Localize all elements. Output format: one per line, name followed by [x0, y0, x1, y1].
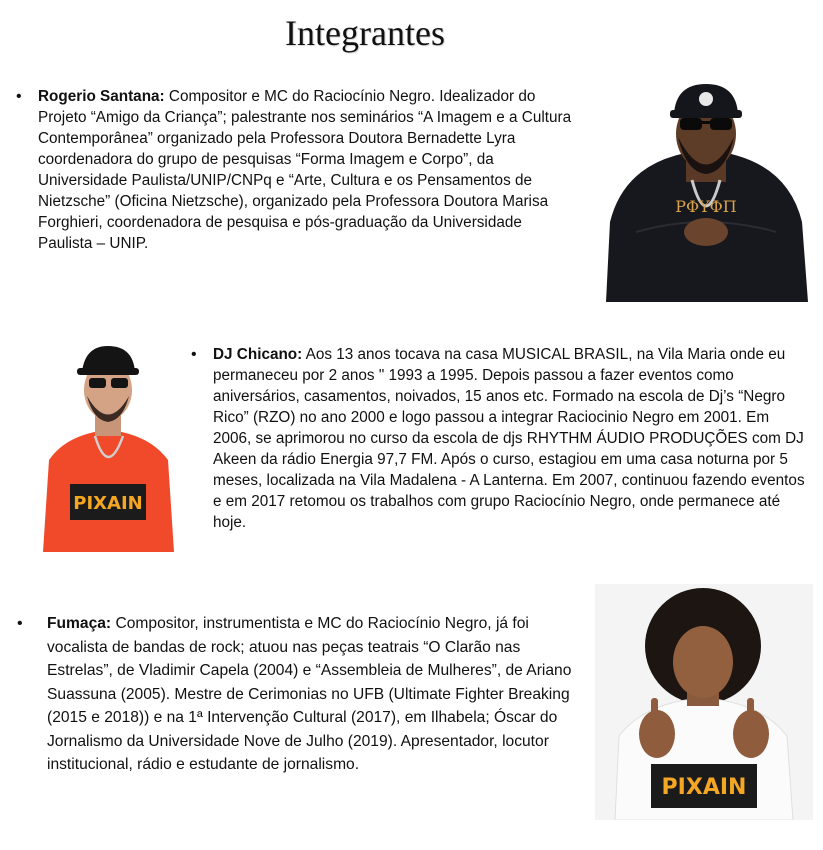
- shirt-brand: PIXAIN: [661, 775, 747, 800]
- bullet: •: [191, 346, 197, 363]
- member-rogerio: [16, 86, 578, 254]
- member-name: Fumaça:: [47, 615, 112, 632]
- member-bio: Compositor e MC do Raciocínio Negro. Idealizador do Projeto “Amigo da Criança”; palestrante nos seminários “A Imagem e a Cultura Contemporânea” organizado pela Professora Doutora Bernadette Lyra coordenadora do grupo de pesquisas “Forma Imagem e Corpo”, da Universidade Paulista/UNIP/CNPq e “Arte, Cultura e os Pensamentos de Nietzsche” (Oficina Nietzsche), organizado pela Professora Doutora Marisa Forghieri, coordenadora de pesquisa e pós-graduação da Universidade Paulista – UNIP.: [38, 88, 572, 252]
- photo-rogerio: [596, 82, 814, 302]
- photo-fumaca: [595, 584, 813, 820]
- member-name: DJ Chicano:: [213, 346, 303, 363]
- member-dj-chicano: [191, 344, 805, 533]
- member-bio: Aos 13 anos tocava na casa MUSICAL BRASIL, na Vila Maria onde eu permaneceu por 2 anos " 1993 a 1995. Depois passou a fazer eventos como aniversários, casamentos, noivados, 15 anos etc. Formado na escola de Dj’s “Negro Rico” (RZO) no ano 2000 e logo passou a integrar Raciocinio Negro em 2001. Em 2006, se aprimorou no curso da escola de djs RHYTHM ÁUDIO PRODUÇÕES com DJ Akeen da rádio Energia 97,7 FM. Após o curso, estagiou em uma casa noturna por 5 meses, localizada na Vila Madalena - A Lanterna. Em 2007, continuou fazendo eventos e em 2017 retomou os trabalhos com grupo Raciocínio Negro, onde permanece até hoje.: [213, 346, 805, 531]
- bullet: •: [16, 88, 22, 105]
- page-title: Integrantes: [285, 13, 445, 53]
- bullet: •: [17, 615, 23, 632]
- photo-dj-chicano: [37, 338, 180, 552]
- hoodie-letters: PΦYΦΠ: [675, 197, 737, 216]
- member-fumaca: [17, 612, 575, 777]
- shirt-brand: PIXAIN: [73, 493, 143, 514]
- member-bio: Compositor, instrumentista e MC do Raciocínio Negro, já foi vocalista de bandas de rock; atuou nas peças teatrais “O Clarão nas Estrelas”, de Vladimir Capela (2004) e “Assembleia de Mulheres”, de Ariano Suassuna (2005). Mestre de Cerimonias no UFB (Ultimate Fighter Breaking (2015 e 2018)) e na 1ª Intervenção Cultural (2017), em Ilhabela; Óscar do Jornalismo da Universidade Nove de Julho (2019). Apresentador, locutor institucional, rádio e estudante de jornalismo.: [47, 615, 572, 773]
- member-name: Rogerio Santana:: [38, 88, 165, 105]
